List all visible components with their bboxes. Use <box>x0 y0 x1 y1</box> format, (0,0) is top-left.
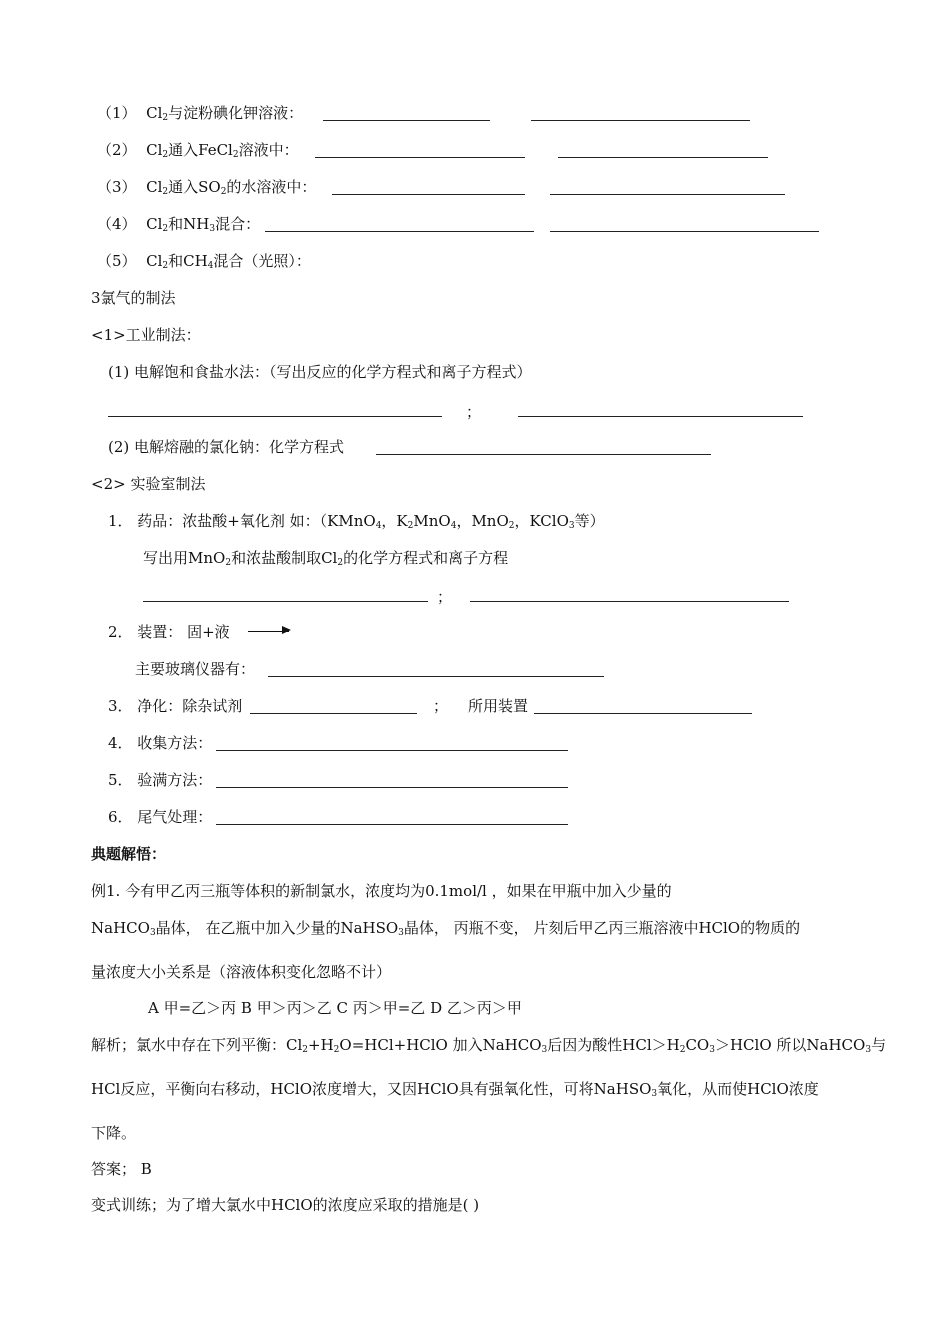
answer-blank[interactable] <box>268 676 604 677</box>
device-label: 所用装置 <box>468 697 529 715</box>
reaction-5: （5） $Cl_2$和$CH_4$混合（光照）： <box>97 252 311 271</box>
analysis-line-1: 解析；氯水中存在下列平衡：$Cl_2+H_2O=HCl+HClO$ 加入NaHCO$_3$后因为酸性$HCl>H_2CO_3>HClO$ 所以NaHCO$_3$与 <box>91 1036 887 1055</box>
answer-blank[interactable] <box>332 194 525 195</box>
item-number: （1） <box>97 104 137 122</box>
answer-blank[interactable] <box>470 601 789 602</box>
tail-gas-label: 6． 尾气处理： <box>108 808 213 826</box>
answer-blank[interactable] <box>323 120 490 121</box>
separator: ； <box>437 588 453 606</box>
question-line-1: 例1. 今有甲乙丙三瓶等体积的新制氯水，浓度均为0.1mol/l ，如果在甲瓶中加入少量的 <box>91 882 672 900</box>
reaction-3: （3） $Cl_2$通入$SO_2$的水溶液中： <box>97 178 317 197</box>
arrow-icon <box>248 631 289 632</box>
analysis-line-2: HCl反应，平衡向右移动，HClO浓度增大，又因HClO具有强氧化性，可将NaHSO$_3$氧化，从而使HClO浓度 <box>91 1080 819 1099</box>
answer-blank[interactable] <box>143 601 428 602</box>
answer-blank[interactable] <box>315 157 525 158</box>
reaction-1: （1） $Cl_2$与淀粉碘化钾溶液： <box>97 104 304 123</box>
answer-blank[interactable] <box>108 416 442 417</box>
answer-blank[interactable] <box>250 713 417 714</box>
purify-label: 3． 净化：除杂试剂 <box>108 697 243 715</box>
reaction-4: （4） $Cl_2$和$NH_3$混合： <box>97 215 261 234</box>
industrial-item-2: (2) 电解熔融的氯化钠：化学方程式 <box>108 438 345 456</box>
separator: ； <box>466 403 482 421</box>
answer-blank[interactable] <box>216 824 568 825</box>
apparatus-line: 2． 装置： 固+液 <box>108 623 230 641</box>
answer-blank[interactable] <box>531 120 750 121</box>
industrial-heading: <1>工业制法： <box>91 326 201 344</box>
separator: ； <box>433 697 449 715</box>
question-line-2: NaHCO$_3$晶体， 在乙瓶中加入少量的NaHSO$_3$晶体， 丙瓶不变， 片刻后甲乙丙三瓶溶液中HClO的物质的 <box>91 919 801 938</box>
glassware-label: 主要玻璃仪器有： <box>135 660 256 678</box>
answer-line: 答案； B <box>91 1160 152 1178</box>
answer-blank[interactable] <box>550 231 819 232</box>
answer-blank[interactable] <box>216 750 568 751</box>
answer-blank[interactable] <box>518 416 803 417</box>
question-line-3: 量浓度大小关系是（溶液体积变化忽略不计） <box>91 963 392 981</box>
answer-blank[interactable] <box>558 157 768 158</box>
collect-label: 4． 收集方法： <box>108 734 213 752</box>
answer-blank[interactable] <box>534 713 752 714</box>
drugs-line: 1． 药品：浓盐酸+氧化剂 如：（KMnO$_4$，$K_2MnO_4$，MnO$_2$，KClO$_3$等） <box>108 512 605 531</box>
lab-heading: <2> 实验室制法 <box>91 475 206 493</box>
answer-blank[interactable] <box>550 194 785 195</box>
check-label: 5． 验满方法： <box>108 771 213 789</box>
answer-blank[interactable] <box>216 787 568 788</box>
reaction-2: （2） $Cl_2$通入FeCl$_2$溶液中： <box>97 141 299 160</box>
example-heading: 典题解悟： <box>91 845 167 863</box>
analysis-line-3: 下降。 <box>91 1124 137 1142</box>
variant-question: 变式训练；为了增大氯水中HClO的浓度应采取的措施是( ) <box>91 1196 480 1214</box>
industrial-item-1: (1) 电解饱和食盐水法：（写出反应的化学方程式和离子方程式） <box>108 363 532 381</box>
write-equation-prompt: 写出用MnO$_2$和浓盐酸制取$Cl_2$的化学方程式和离子方程 <box>143 549 509 568</box>
answer-blank[interactable] <box>376 454 711 455</box>
answer-options: A 甲=乙＞丙 B 甲＞丙＞乙 C 丙＞甲=乙 D 乙＞丙＞甲 <box>148 999 522 1017</box>
answer-blank[interactable] <box>265 231 534 232</box>
section-title: 3氯气的制法 <box>91 289 176 307</box>
